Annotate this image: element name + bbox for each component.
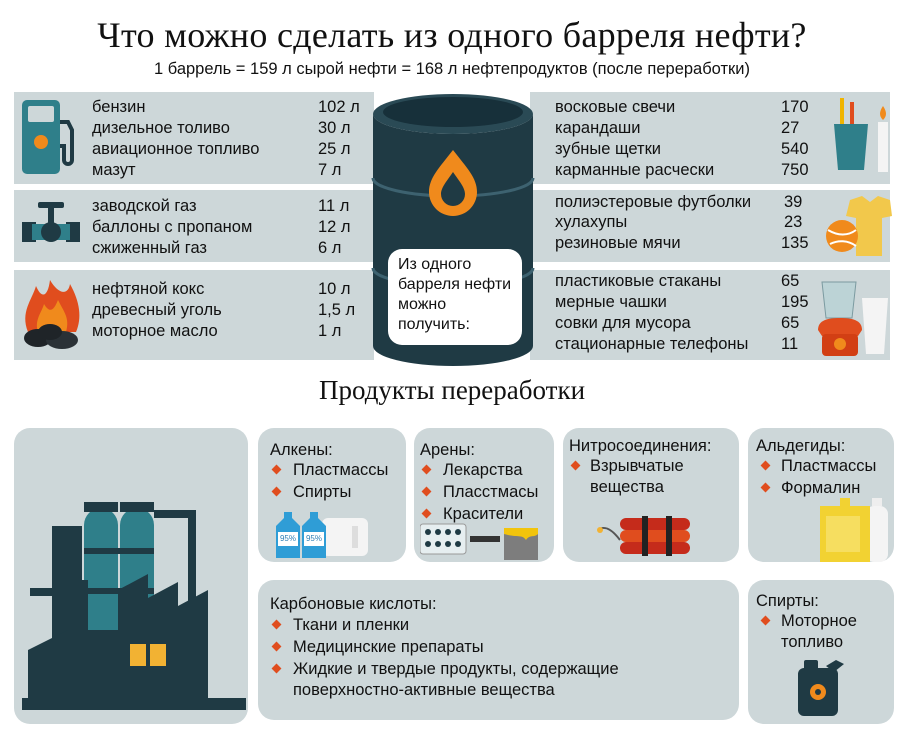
- list-item-value: 65: [781, 272, 800, 290]
- cups-phone-icon: [816, 276, 892, 358]
- list-item-label: нефтяной кокс: [92, 280, 205, 298]
- refinery-icon: [22, 448, 246, 710]
- list-item-label: карандаши: [555, 119, 641, 137]
- list-item: Жидкие и твердые продукты, содержащие поверхностно-активные вещества: [293, 660, 619, 699]
- list-item-label: резиновые мячи: [555, 234, 681, 252]
- gas-list: [92, 196, 372, 259]
- list-item-value: 65: [781, 314, 800, 332]
- arenes-title: Арены:: [420, 441, 475, 459]
- list-item-label: баллоны с пропаном: [92, 218, 253, 236]
- list-item-label: зубные щетки: [555, 140, 662, 158]
- list-item: Взрывчатые вещества: [590, 457, 684, 496]
- bottle-badge: 95%: [279, 534, 296, 543]
- list-item: Красители: [443, 505, 524, 523]
- list-item-label: моторное масло: [92, 322, 218, 340]
- page-title: Что можно сделать из одного барреля нефти?: [97, 15, 807, 55]
- list-item: Лекарства: [443, 461, 523, 479]
- list-item-value: 102 л: [318, 98, 360, 116]
- list-item-label: восковые свечи: [555, 98, 676, 116]
- list-item: Моторное топливо: [781, 612, 857, 651]
- fire-coal-icon: [18, 272, 86, 352]
- list-item-value: 11: [781, 335, 799, 353]
- list-item-label: древесный уголь: [92, 301, 222, 319]
- nitro-title: Нитросоединения:: [569, 437, 712, 455]
- list-item-value: 23: [784, 213, 803, 231]
- list-item-value: 11 л: [318, 197, 350, 215]
- list-item-value: 12 л: [318, 218, 351, 236]
- list-item-label: мазут: [92, 161, 136, 179]
- list-item-label: дизельное толиво: [92, 119, 230, 137]
- list-item-label: авиационное топливо: [92, 140, 260, 158]
- list-item: Спирты: [293, 483, 352, 501]
- list-item: Пластмассы: [293, 461, 389, 479]
- list-item-value: 1 л: [318, 322, 342, 340]
- alcohols-title: Спирты:: [756, 592, 819, 610]
- coke-list: [92, 279, 372, 342]
- page-subtitle: 1 баррель = 159 л сырой нефти = 168 л нефтепродуктов (после переработки): [154, 60, 750, 78]
- dynamite-icon: [596, 510, 700, 560]
- fuel-canister-icon: [792, 658, 848, 718]
- list-item: Медицинские препараты: [293, 638, 484, 656]
- list-item-label: заводской газ: [92, 197, 197, 215]
- list-item-value: 30 л: [318, 119, 351, 137]
- pills-paint-icon: [420, 520, 548, 562]
- canister-icon: [816, 490, 892, 562]
- list-item-value: 10 л: [318, 280, 351, 298]
- list-item-value: 1,5 л: [318, 301, 356, 319]
- list-item-value: 750: [781, 161, 809, 179]
- textile-list: [555, 192, 825, 255]
- tshirt-ball-icon: [820, 192, 894, 260]
- list-item-label: полиэстеровые футболки: [555, 193, 752, 211]
- list-item: Формалин: [781, 479, 861, 497]
- list-item: Пластмассы: [781, 457, 877, 475]
- list-item-value: 195: [781, 293, 809, 311]
- list-item-value: 25 л: [318, 140, 351, 158]
- list-item-value: 170: [781, 98, 809, 116]
- list-item-label: хулахупы: [555, 213, 628, 231]
- list-item-label: совки для мусора: [555, 314, 691, 332]
- alcohol-bottles-icon: [272, 506, 372, 560]
- list-item-label: стационарные телефоны: [555, 335, 749, 353]
- carboxylic-title: Карбоновые кислоты:: [270, 595, 437, 613]
- list-item: Ткани и пленки: [293, 616, 410, 634]
- list-item-label: пластиковые стаканы: [555, 272, 722, 290]
- fuel-list: [92, 97, 372, 181]
- bottle-badge: 95%: [305, 534, 322, 543]
- gas-valve-icon: [20, 198, 82, 256]
- list-item-label: карманные расчески: [555, 161, 715, 179]
- list-item-label: сжиженный газ: [92, 239, 208, 257]
- list-item-label: мерные чашки: [555, 293, 667, 311]
- list-item-value: 27: [781, 119, 800, 137]
- list-item-value: 7 л: [318, 161, 342, 179]
- list-item: Пласстмасы: [443, 483, 539, 501]
- list-item-label: бензин: [92, 98, 146, 116]
- candles-list: [555, 97, 825, 181]
- list-item-value: 135: [781, 234, 809, 252]
- alkenes-title: Алкены:: [270, 441, 333, 459]
- list-item-value: 6 л: [318, 239, 342, 257]
- list-item-value: 39: [784, 193, 803, 211]
- aldehydes-title: Альдегиды:: [756, 437, 846, 455]
- plastics-list: [555, 271, 825, 355]
- fuel-pump-icon: [18, 96, 80, 178]
- list-item-value: 540: [781, 140, 809, 158]
- candles-pencils-icon: [830, 94, 896, 178]
- barrel-note: Из одного барреля нефти можно получить:: [388, 249, 522, 345]
- section-title: Продукты переработки: [318, 375, 586, 405]
